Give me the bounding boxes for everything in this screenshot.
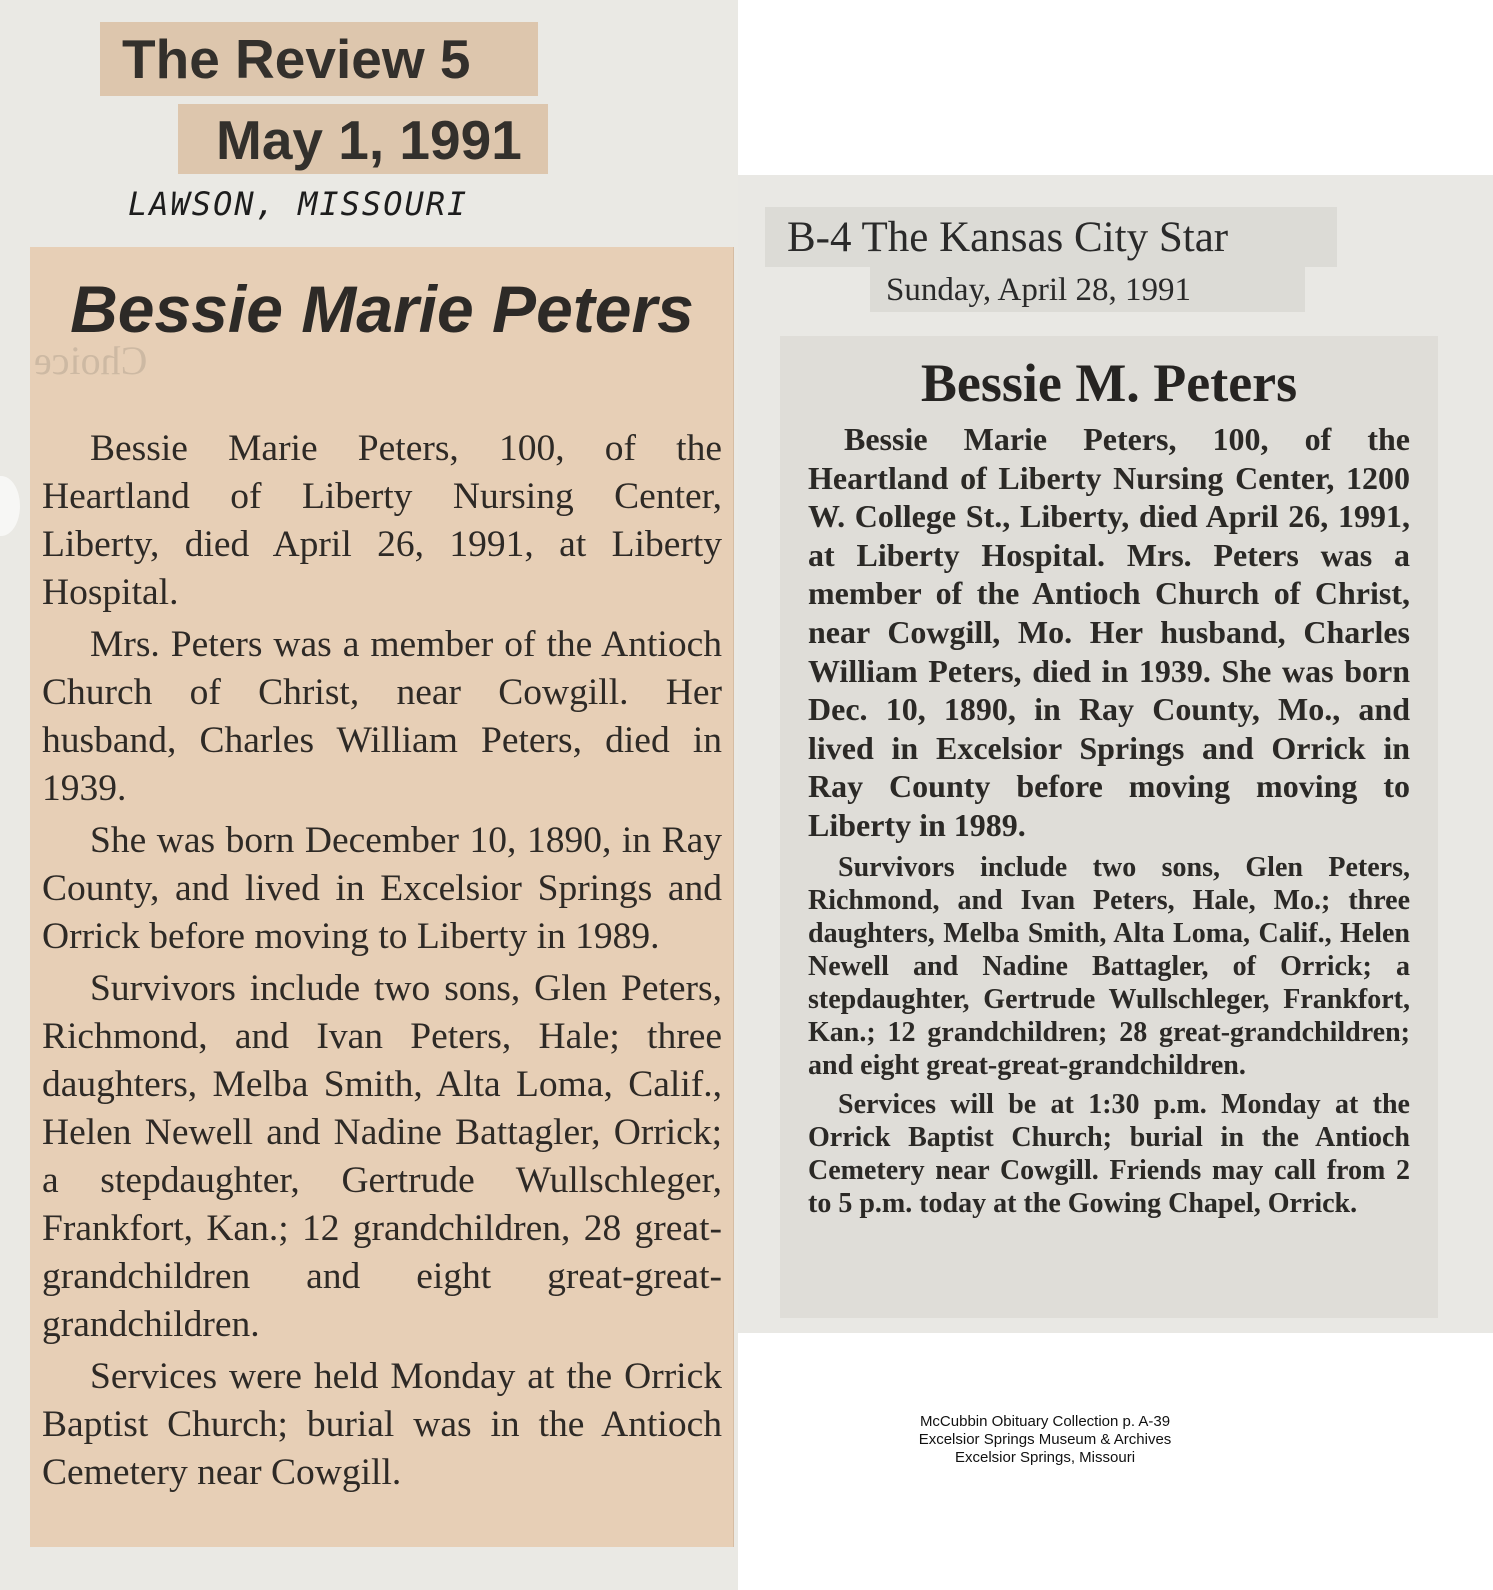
review-paragraph: She was born December 10, 1890, in Ray County, and lived in Excelsior Springs and Orrick before moving to Liberty in 1989. [42, 820, 722, 957]
review-date: May 1, 1991 [178, 104, 548, 174]
review-paragraph: Survivors include two sons, Glen Peters, Richmond, and Ivan Peters, Hale; three daughters, Melba Smith, Alta Loma, Calif., Helen Newell and Nadine Battagler, Orrick; a stepdaughter, Gertrude Wullschleger, Frankfort, Kan.; 12 grandchildren, 28 great-grandchildren and eight great-great-grandchildren. [42, 968, 722, 1345]
review-paragraph: Mrs. Peters was a member of the Antioch Church of Christ, near Cowgill. Her husband, Charles William Peters, died in 1939. [42, 624, 722, 809]
kc-star-masthead: B-4 The Kansas City Star [765, 207, 1337, 267]
bleed-through-text: Choice [34, 338, 148, 383]
kc-star-paragraph: Survivors include two sons, Glen Peters, Richmond, and Ivan Peters, Hale, Mo.; three daughters, Melba Smith, Alta Loma, Calif., Helen Newell and Nadine Battagler, of Orrick; a stepdaughter, Gertrude Wullschleger, Frankfort, Kan.; 12 grandchildren; 28 great-grandchildren; and eight great-great-grandchildren. [808, 851, 1410, 1081]
kc-star-obituary-clipping [780, 336, 1438, 1318]
kc-star-paragraph: Services will be at 1:30 p.m. Monday at the Orrick Baptist Church; burial in the Antioch Cemetery near Cowgill. Friends may call from 2 to 5 p.m. today at the Gowing Chapel, Orrick. [808, 1088, 1410, 1219]
review-body [42, 425, 722, 1501]
review-masthead: The Review 5 [100, 22, 538, 96]
review-obituary-clipping [30, 247, 734, 1547]
kc-star-paragraph: Bessie Marie Peters, 100, of the Heartland of Liberty Nursing Center, 1200 W. College St., Liberty, died April 26, 1991, at Liberty Hospital. Mrs. Peters was a member of the Antioch Church of Christ, near Cowgill, Mo. Her husband, Charles William Peters, died in 1939. She was born Dec. 10, 1890, in Ray County, Mo., and lived in Excelsior Springs and Orrick in Ray County before moving moving to Liberty in 1989. [808, 421, 1410, 843]
kc-star-date: Sunday, April 28, 1991 [870, 265, 1305, 312]
kc-star-headline: Bessie M. Peters [920, 353, 1298, 413]
credit-line: McCubbin Obituary Collection p. A-39 [919, 1413, 1171, 1430]
review-paragraph: Bessie Marie Peters, 100, of the Heartland of Liberty Nursing Center, Liberty, died April 26, 1991, at Liberty Hospital. [42, 428, 722, 613]
collection-credit [880, 1413, 1210, 1467]
review-headline: Bessie Marie Peters [70, 272, 694, 346]
handwritten-location: LAWSON, MISSOURI [128, 185, 469, 223]
punch-hole [0, 476, 20, 536]
kc-star-body [808, 420, 1410, 1220]
credit-line: Excelsior Springs Museum & Archives [918, 1431, 1172, 1448]
review-paragraph: Services were held Monday at the Orrick Baptist Church; burial was in the Antioch Cemetery near Cowgill. [42, 1356, 722, 1493]
credit-line: Excelsior Springs, Missouri [954, 1449, 1136, 1466]
